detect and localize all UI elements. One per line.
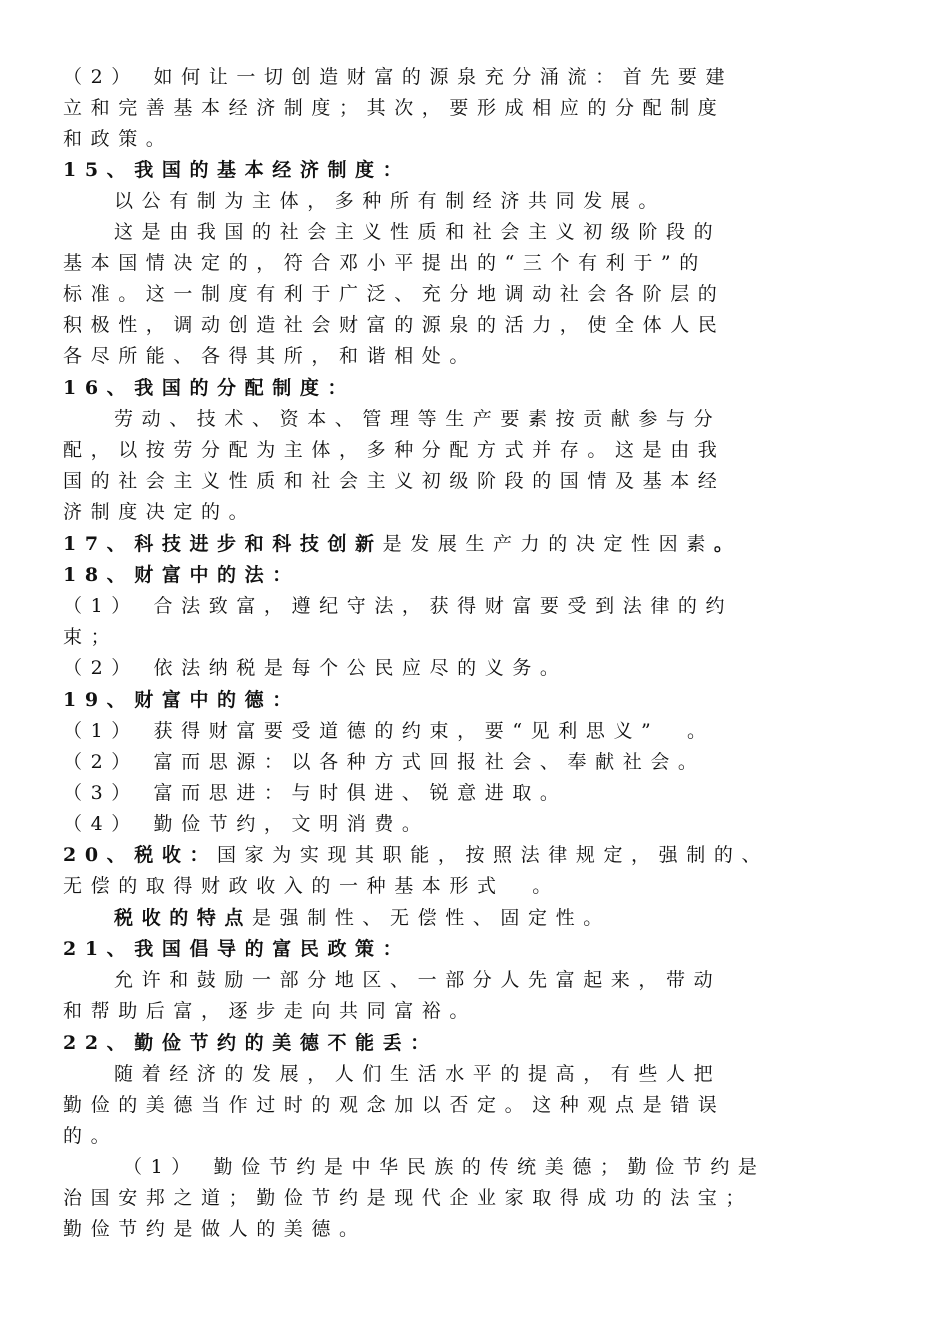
section-heading-16: 16、我国的分配制度： <box>63 377 356 399</box>
heading-bold-part: 20、税收： <box>63 844 218 866</box>
heading-period: 。 <box>713 533 742 555</box>
tax-features-label: 税收的特点 <box>114 907 253 929</box>
text-line: 允许和鼓励一部分地区、一部分人先富起来，带动 <box>114 969 722 991</box>
text-line: 勤俭节约是做人的美德。 <box>63 1218 367 1240</box>
text-line: 这是由我国的社会主义性质和社会主义初级阶段的 <box>114 221 722 243</box>
tax-features-text: 是强制性、无偿性、固定性。 <box>252 907 611 929</box>
text-line: 的。 <box>63 1125 119 1147</box>
text-line: 勤俭的美德当作过时的观念加以否定。这种观点是错误 <box>63 1094 726 1116</box>
section-heading-21: 21、我国倡导的富民政策： <box>63 938 411 960</box>
text-line: 济制度决定的。 <box>63 501 257 523</box>
section-heading-20 <box>63 840 903 871</box>
section-heading-15: 15、我国的基本经济制度： <box>63 159 411 181</box>
section-heading-18: 18、财富中的法： <box>63 564 300 586</box>
section-heading-22: 22、勤俭节约的美德不能丢： <box>63 1032 438 1054</box>
text-line: 基本国情决定的，符合邓小平提出的“三个有利于”的 <box>63 252 707 274</box>
text-line: （1） 合法致富，遵纪守法，获得财富要受到法律的约 <box>63 595 734 617</box>
heading-normal-part: 是发展生产力的决定性因素 <box>382 533 714 555</box>
text-line: 无偿的取得财政收入的一种基本形式 。 <box>63 875 560 897</box>
text-line: 劳动、技术、资本、管理等生产要素按贡献参与分 <box>114 408 722 430</box>
text-line: （1） 获得财富要受道德的约束，要“见利思义” 。 <box>63 720 715 742</box>
heading-normal-part: 国家为实现其职能，按照法律规定，强制的、 <box>217 844 770 866</box>
text-line: 以公有制为主体，多种所有制经济共同发展。 <box>114 190 667 212</box>
section-heading-19: 19、财富中的德： <box>63 689 300 711</box>
text-line: （4） 勤俭节约，文明消费。 <box>63 813 430 835</box>
text-line: 治国安邦之道；勤俭节约是现代企业家取得成功的法宝； <box>63 1187 754 1209</box>
section-heading-17 <box>63 529 875 560</box>
text-line: 随着经济的发展，人们生活水平的提高，有些人把 <box>114 1063 722 1085</box>
text-line: （2） 富而思源：以各种方式回报社会、奉献社会。 <box>63 751 706 773</box>
text-line: （3） 富而思进：与时俱进、锐意进取。 <box>63 782 568 804</box>
text-line: 配，以按劳分配为主体，多种分配方式并存。这是由我 <box>63 439 726 461</box>
text-line: （1） 勤俭节约是中华民族的传统美德；勤俭节约是 <box>123 1156 766 1178</box>
text-line: 各尽所能、各得其所，和谐相处。 <box>63 345 478 367</box>
text-line: 和政策。 <box>63 128 174 150</box>
text-line: 和帮助后富，逐步走向共同富裕。 <box>63 1000 478 1022</box>
text-line: 束； <box>63 626 119 648</box>
text-line: （2） 如何让一切创造财富的源泉充分涌流：首先要建 <box>63 66 734 88</box>
text-line <box>114 903 874 934</box>
text-line: 立和完善基本经济制度；其次，要形成相应的分配制度 <box>63 97 726 119</box>
text-line: 标准。这一制度有利于广泛、充分地调动社会各阶层的 <box>63 283 726 305</box>
text-line: 积极性，调动创造社会财富的源泉的活力，使全体人民 <box>63 314 726 336</box>
text-line: 国的社会主义性质和社会主义初级阶段的国情及基本经 <box>63 470 726 492</box>
text-line: （2） 依法纳税是每个公民应尽的义务。 <box>63 657 568 679</box>
heading-bold-part: 17、科技进步和科技创新 <box>63 533 383 555</box>
